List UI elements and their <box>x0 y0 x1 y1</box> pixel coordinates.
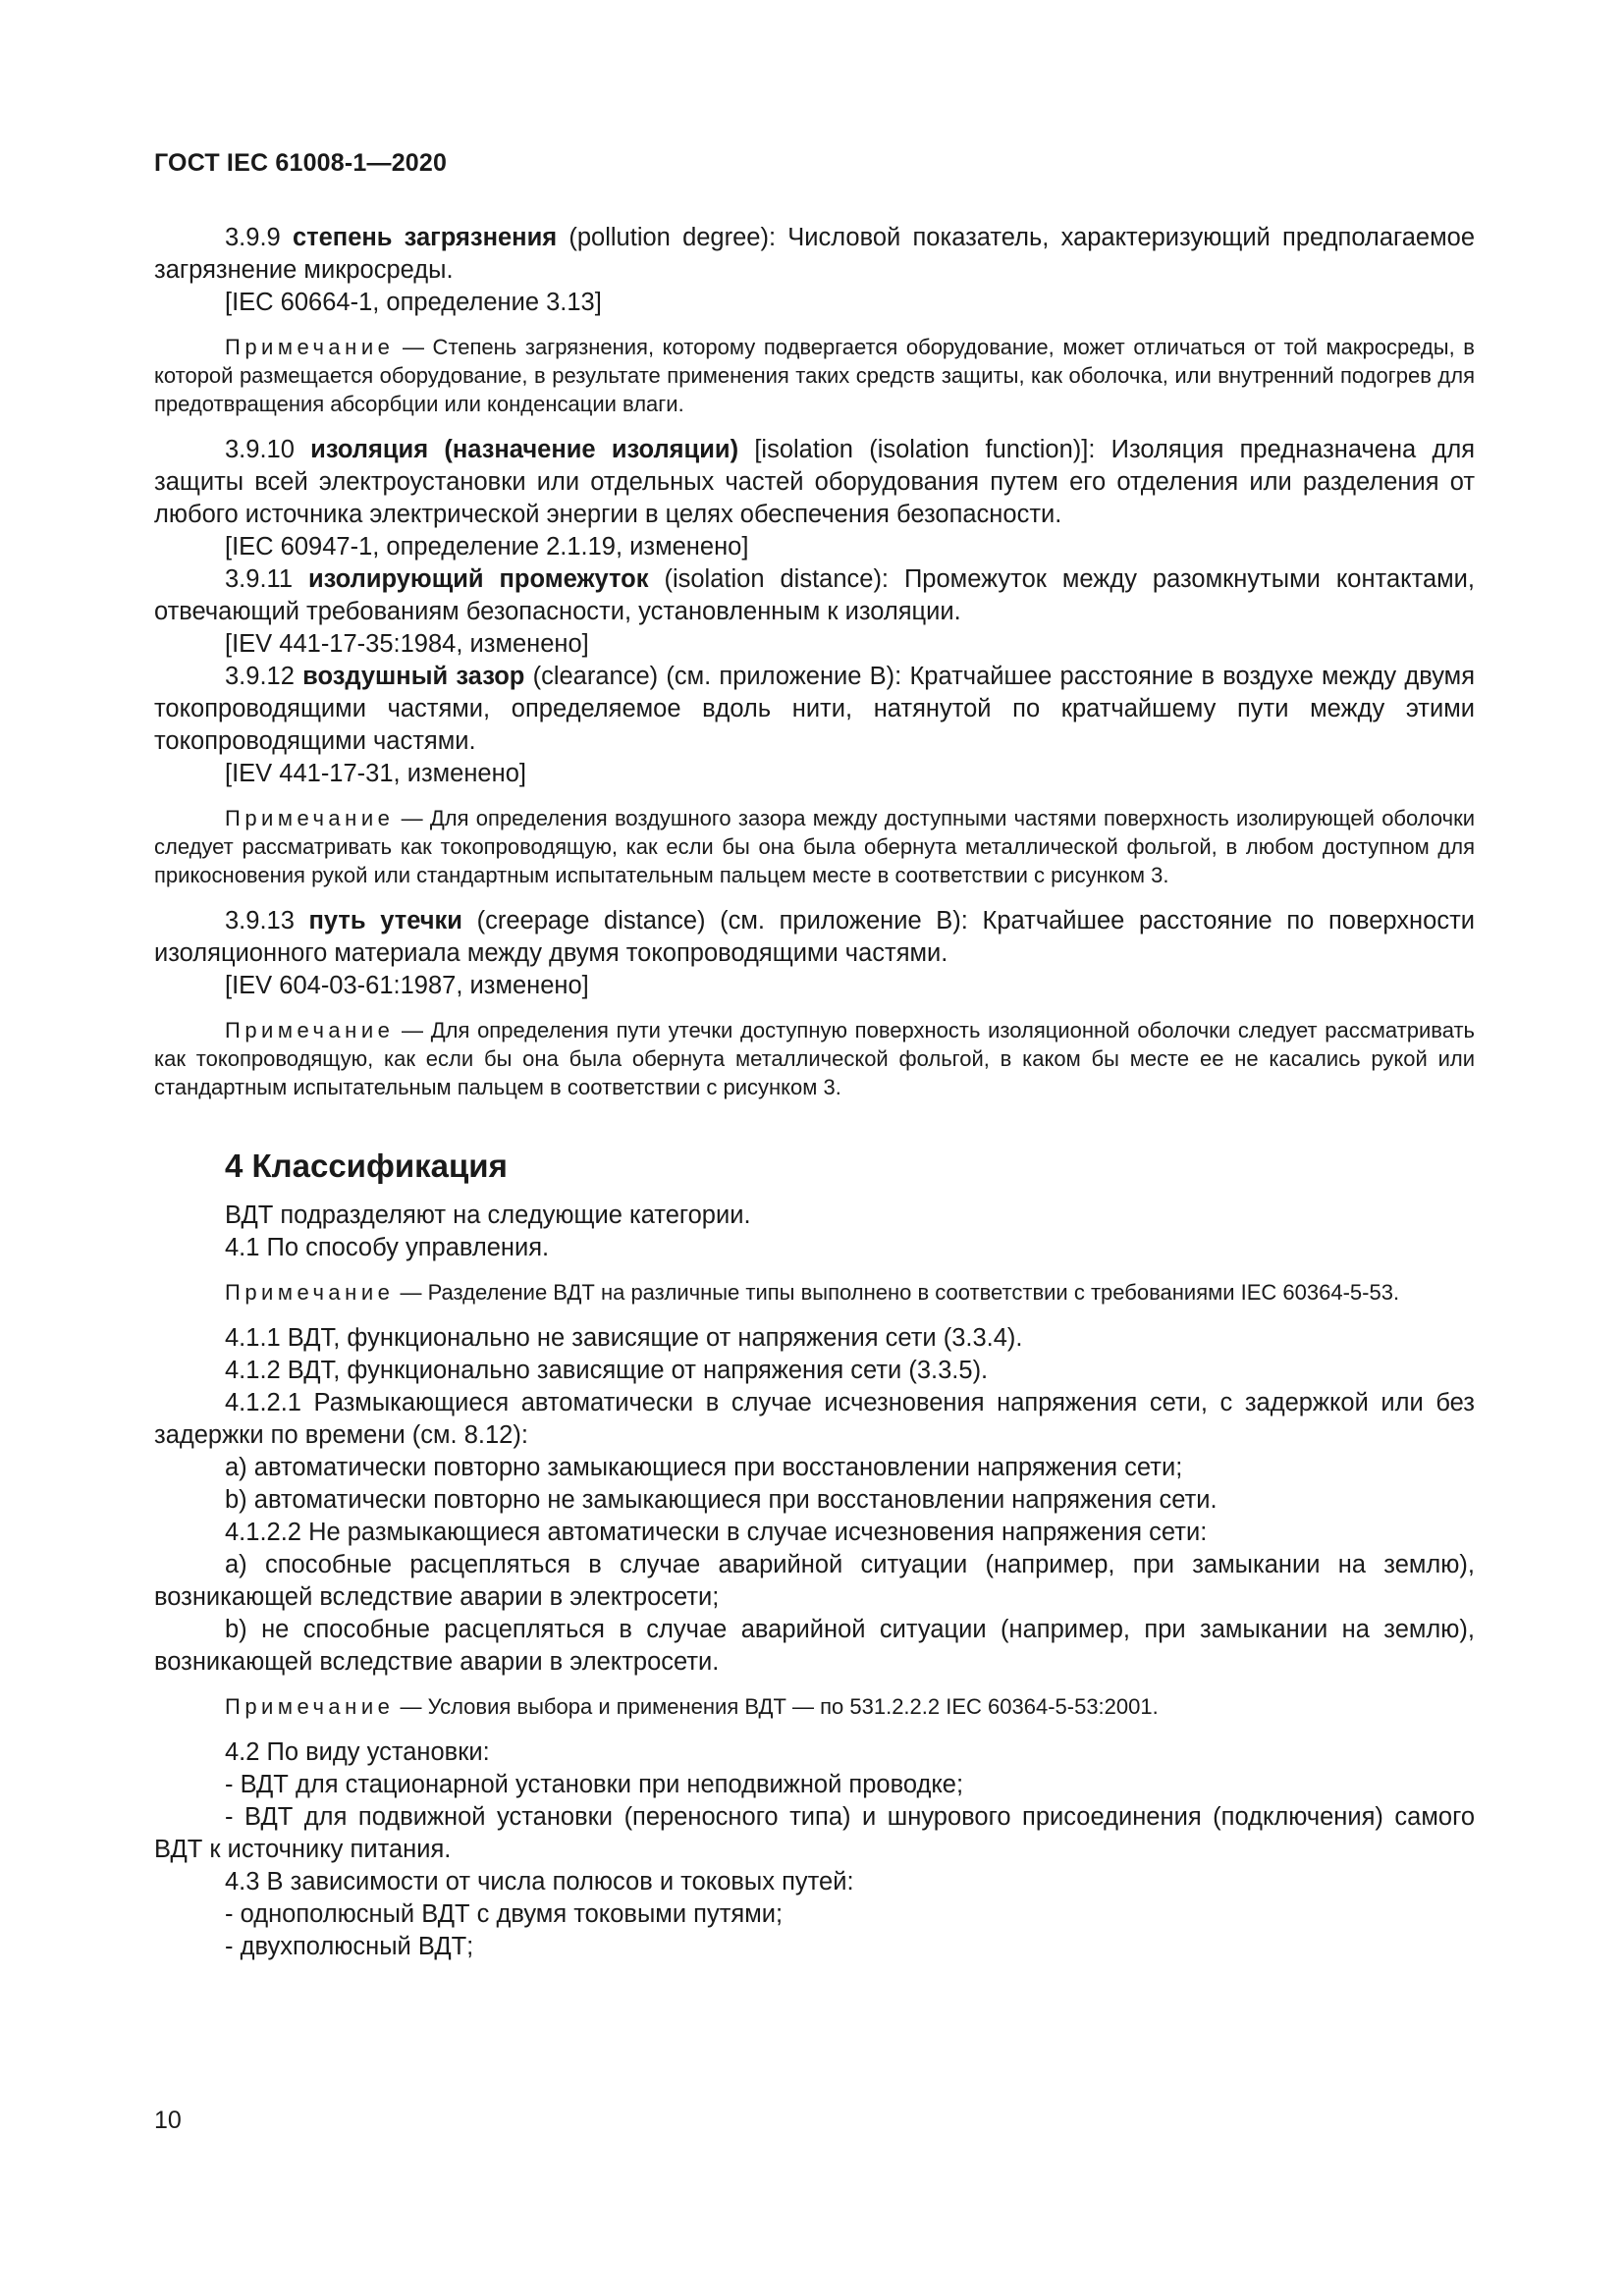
note-text: — Условия выбора и применения ВДТ — по 531.2.2.2 IEC 60364-5-53:2001. <box>394 1694 1159 1719</box>
term-3-9-10 <box>154 434 1475 531</box>
note-text: — Разделение ВДТ на различные типы выполнено в соответствии с требованиями IEC 60364-5-53. <box>394 1280 1400 1305</box>
term-definition: (pollution degree): Числовой показатель, характеризующий предполагаемое загрязнение микросреды. <box>154 224 1475 284</box>
term-name: изоляция (назначение изоляции) <box>310 436 739 463</box>
term-3-9-11 <box>154 563 1475 628</box>
document-code-header: ГОСТ IEC 61008-1—2020 <box>154 149 448 177</box>
note-label: Примечание <box>225 335 395 359</box>
reference-3-9-10: [IEC 60947-1, определение 2.1.19, изменено] <box>225 533 749 561</box>
page-number: 10 <box>154 2107 182 2134</box>
clause-number: 3.9.13 <box>225 907 309 934</box>
term-name: изолирующий промежуток <box>307 565 649 593</box>
clause-4-3-item-2: - двухполюсный ВДТ; <box>225 1933 474 1960</box>
clause-number: 3.9.12 <box>225 663 303 690</box>
reference-3-9-12: [IEV 441-17-31, изменено] <box>225 760 526 787</box>
clause-4-1-2-2: 4.1.2.2 Не размыкающиеся автоматически в случае исчезновения напряжения сети: <box>225 1519 1208 1546</box>
reference-3-9-9: [IEC 60664-1, определение 3.13] <box>225 289 602 316</box>
clause-number: 3.9.11 <box>225 565 308 593</box>
note-clearance <box>154 804 1475 889</box>
clause-4-2-item-1: - ВДТ для стационарной установки при неподвижной проводке; <box>225 1771 964 1798</box>
note-rcd-types <box>154 1278 1475 1307</box>
clause-4-3: 4.3 В зависимости от числа полюсов и токовых путей: <box>225 1868 854 1896</box>
clause-4-1: 4.1 По способу управления. <box>225 1234 550 1261</box>
clause-4-1-2-2-a: a) способные расцепляться в случае аварийной ситуации (например, при замыкании на землю), возникающей вследствие аварии в электросети; <box>154 1551 1475 1611</box>
clause-4-3-item-1: - однополюсный ВДТ с двумя токовыми путями; <box>225 1900 784 1928</box>
term-definition: (isolation distance): Промежуток между разомкнутыми контактами, отвечающий требованиям безопасности, установленным к изоляции. <box>154 565 1476 625</box>
term-3-9-12 <box>154 661 1475 758</box>
clause-4-2-item-2: - ВДТ для подвижной установки (переносного типа) и шнурового присоединения (подключения) самого ВДТ к источнику питания. <box>154 1803 1475 1863</box>
clause-4-1-2-1-a: a) автоматически повторно замыкающиеся при восстановлении напряжения сети; <box>225 1454 1183 1481</box>
page-content <box>154 222 1475 1963</box>
note-label: Примечание <box>225 806 395 830</box>
note-label: Примечание <box>225 1280 395 1305</box>
clause-4-1-2: 4.1.2 ВДТ, функционально зависящие от напряжения сети (3.3.5). <box>225 1357 989 1384</box>
clause-4-1-2-2-b: b) не способные расцепляться в случае аварийной ситуации (например, при замыкании на землю), возникающей вследствие аварии в электросети. <box>154 1616 1475 1676</box>
term-name: путь утечки <box>308 907 462 934</box>
note-label: Примечание <box>225 1018 395 1042</box>
term-definition: [isolation (isolation function)]: Изоляция предназначена для защиты всей электроустановки или отдельных частей оборудования путем его отделения или разделения от любого источника электрической энергии в целях обеспечения безопасности. <box>154 436 1476 528</box>
clause-4-1-1: 4.1.1 ВДТ, функционально не зависящие от напряжения сети (3.3.4). <box>225 1324 1023 1352</box>
term-name: степень загрязнения <box>292 224 558 251</box>
section-4-title: 4 Классификация <box>225 1148 508 1184</box>
term-name: воздушный зазор <box>302 663 525 690</box>
term-3-9-13 <box>154 905 1475 970</box>
clause-4-2: 4.2 По виду установки: <box>225 1738 490 1766</box>
note-text: — Для определения воздушного зазора между доступными частями поверхность изолирующей оболочки следует рассматривать как токопроводящую, как если бы она была обернута металлической фольгой, в любом доступном для прикосновения рукой или стандартным испытательным пальцем месте в соответствии с рисунком 3. <box>154 806 1475 887</box>
note-text: — Для определения пути утечки доступную поверхность изоляционной оболочки следует рассматривать как токопроводящую, как если бы она была обернута металлической фольгой, в каком бы месте ее не касались рукой или стандартным испытательным пальцем в соответствии с рисунком 3. <box>154 1018 1475 1099</box>
note-label: Примечание <box>225 1694 395 1719</box>
term-3-9-9 <box>154 222 1475 287</box>
reference-3-9-13: [IEV 604-03-61:1987, изменено] <box>225 972 589 999</box>
note-rcd-selection <box>154 1692 1475 1721</box>
clause-number: 3.9.9 <box>225 224 293 251</box>
clause-4-1-2-1: 4.1.2.1 Размыкающиеся автоматически в случае исчезновения напряжения сети, с задержкой или без задержки по времени (см. 8.12): <box>154 1389 1475 1449</box>
clause-4-1-2-1-b: b) автоматически повторно не замыкающиеся при восстановлении напряжения сети. <box>225 1486 1218 1514</box>
note-creepage-distance <box>154 1016 1475 1101</box>
note-pollution-degree <box>154 333 1475 418</box>
note-text: — Степень загрязнения, которому подвергается оборудование, может отличаться от той макросреды, в которой размещается оборудование, в результате применения таких средств защиты, как оболочка, или внутренний подогрев для предотвращения абсорбции или конденсации влаги. <box>154 335 1475 416</box>
term-definition: (clearance) (см. приложение В): Кратчайшее расстояние в воздухе между двумя токопроводящими частями, определяемое вдоль нити, натянутой по кратчайшему пути между этими токопроводящими частями. <box>154 663 1476 755</box>
term-definition: (creepage distance) (см. приложение В): Кратчайшее расстояние по поверхности изоляционного материала между двумя токопроводящими частями. <box>154 907 1475 967</box>
section-4-intro: ВДТ подразделяют на следующие категории. <box>225 1201 751 1229</box>
clause-number: 3.9.10 <box>225 436 311 463</box>
reference-3-9-11: [IEV 441-17-35:1984, изменено] <box>225 630 589 658</box>
